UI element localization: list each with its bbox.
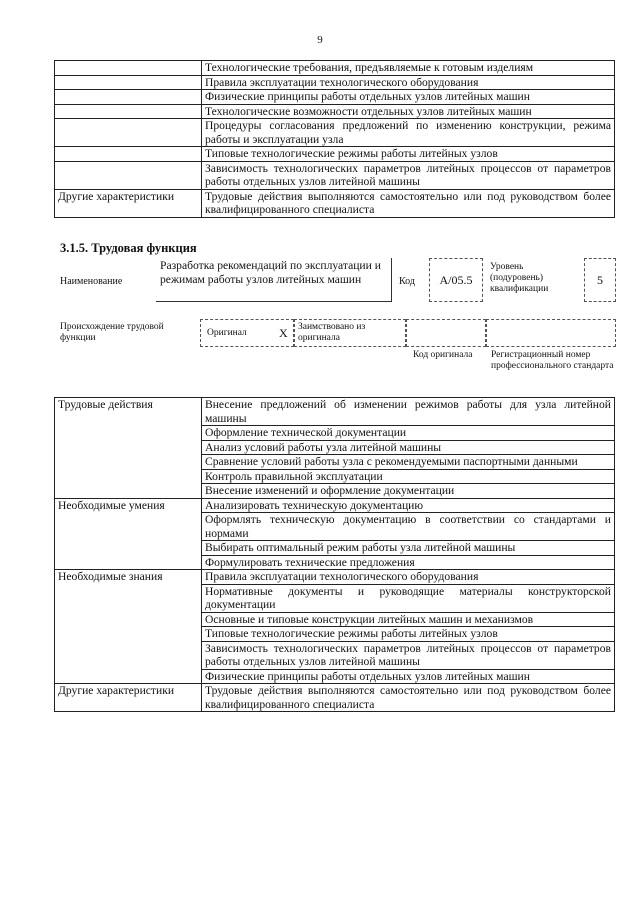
table-row (55, 161, 615, 189)
table-row (55, 90, 615, 105)
group-item: Основные и типовые конструкции литейных машин и механизмов (202, 612, 615, 627)
row-text: Технологические требования, предъявляемые к готовым изделиям (202, 61, 615, 76)
group-label: Трудовые действия (55, 398, 202, 499)
code-value: A/05.5 (439, 273, 473, 287)
original-box (200, 319, 294, 347)
group-label: Необходимые умения (55, 498, 202, 570)
group-item: Физические принципы работы отдельных узлов литейных машин (202, 669, 615, 684)
reg-number-label: Регистрационный номер профессионального стандарта (491, 350, 614, 371)
group-item: Правила эксплуатации технологического оборудования (202, 570, 615, 585)
group-item: Зависимость технологических параметров литейных процессов от параметров работы отдельных узлов литейной машины (202, 641, 615, 669)
row-text: Процедуры согласования предложений по изменению конструкции, режима работы и эксплуатации узла (202, 119, 615, 147)
table-row (55, 684, 615, 712)
code-original-box (406, 319, 486, 347)
level-box (584, 258, 616, 302)
row-label (55, 119, 202, 147)
table-row (55, 570, 615, 585)
row-label (55, 147, 202, 162)
level-label: Уровень (подуровень) квалификации (490, 262, 549, 294)
table-row (55, 75, 615, 90)
row-text: Технологические возможности отдельных узлов литейных машин (202, 104, 615, 119)
table-row (55, 104, 615, 119)
level-value: 5 (597, 273, 603, 287)
name-box (156, 258, 392, 302)
group-item: Трудовые действия выполняются самостоятельно или под руководством более квалифицированного специалиста (202, 684, 615, 712)
main-function-table (54, 397, 615, 712)
code-label: Код (399, 276, 415, 287)
top-requirements-table (54, 60, 615, 218)
table-row (55, 398, 615, 426)
group-item: Типовые технологические режимы работы литейных узлов (202, 627, 615, 642)
table-row (55, 61, 615, 76)
row-label (55, 75, 202, 90)
origin-label: Происхождение трудовой функции (60, 322, 164, 343)
group-item: Анализ условий работы узла литейной машины (202, 440, 615, 455)
original-mark: X (279, 326, 288, 340)
page-number: 9 (317, 34, 323, 46)
group-label: Другие характеристики (55, 684, 202, 712)
group-item: Сравнение условий работы узла с рекомендуемыми паспортными данными (202, 455, 615, 470)
group-item: Нормативные документы и руководящие материалы конструкторской документации (202, 584, 615, 612)
section-heading: 3.1.5. Трудовая функция (60, 241, 197, 255)
original-label: Оригинал (207, 328, 247, 338)
row-label (55, 104, 202, 119)
group-item: Оформление технической документации (202, 426, 615, 441)
borrowed-box (294, 319, 406, 347)
group-item: Контроль правильной эксплуатации (202, 469, 615, 484)
row-text: Трудовые действия выполняются самостоятельно или под руководством более квалифицированного специалиста (202, 189, 615, 217)
table-row (55, 119, 615, 147)
table-row (55, 189, 615, 217)
group-item: Внесение изменений и оформление документации (202, 484, 615, 499)
group-item: Выбирать оптимальный режим работы узла литейной машины (202, 541, 615, 556)
name-label: Наименование (60, 276, 123, 287)
table-row (55, 498, 615, 513)
borrowed-label: Заимствовано из оригинала (298, 322, 366, 343)
row-text: Правила эксплуатации технологического оборудования (202, 75, 615, 90)
reg-number-box (486, 319, 616, 347)
row-text: Зависимость технологических параметров литейных процессов от параметров работы отдельных узлов литейной машины (202, 161, 615, 189)
group-item: Внесение предложений об изменении режимов работы для узла литейной машины (202, 398, 615, 426)
code-original-label: Код оригинала (413, 350, 473, 360)
row-label: Другие характеристики (55, 189, 202, 217)
group-item: Оформлять техническую документацию в соответствии со стандартами и нормами (202, 513, 615, 541)
row-text: Типовые технологические режимы работы литейных узлов (202, 147, 615, 162)
code-box (429, 258, 483, 302)
group-item: Формулировать технические предложения (202, 555, 615, 570)
group-item: Анализировать техническую документацию (202, 498, 615, 513)
group-label: Необходимые знания (55, 570, 202, 684)
row-label (55, 161, 202, 189)
row-label (55, 90, 202, 105)
row-label (55, 61, 202, 76)
row-text: Физические принципы работы отдельных узлов литейных машин (202, 90, 615, 105)
function-name: Разработка рекомендаций по эксплуатации и режимам работы узлов литейных машин (160, 259, 381, 286)
table-row (55, 147, 615, 162)
